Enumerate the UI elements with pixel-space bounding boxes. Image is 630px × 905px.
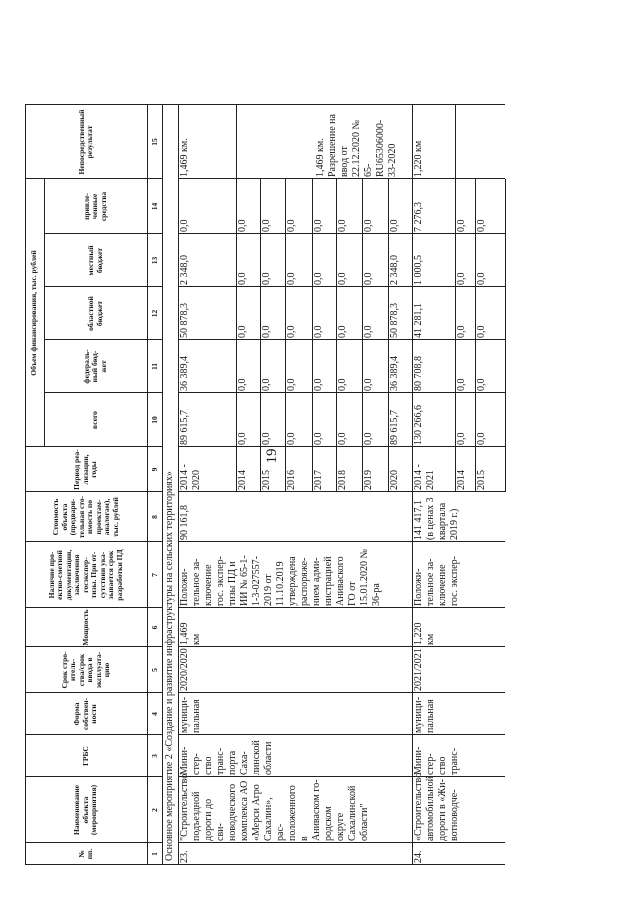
table-top-border — [25, 105, 26, 865]
local-amount: 2 348,0 — [389, 255, 400, 285]
column-number: 8 — [150, 515, 159, 519]
section-title: Основное мероприятие 2 «Создание и развитие инфраструктуры на сельских территориях» — [164, 471, 175, 861]
column-number: 14 — [150, 202, 159, 211]
column-number: 4 — [150, 712, 159, 716]
grid-line — [25, 776, 162, 777]
attracted-amount: 0,0 — [179, 219, 190, 232]
attracted-amount: 0,0 — [363, 219, 374, 232]
regional-amount: 0,0 — [456, 325, 467, 338]
grid-line — [178, 339, 505, 340]
period: 2018 — [337, 470, 348, 490]
grid-line — [25, 446, 162, 447]
period: 2015 — [476, 470, 487, 490]
grid-line — [44, 286, 162, 287]
total-amount: 89 615,7 — [389, 410, 400, 445]
local-amount: 0,0 — [261, 272, 272, 285]
regional-amount: 0,0 — [261, 325, 272, 338]
header-c4: Форма собствен- ности — [72, 697, 99, 731]
regional-amount: 0,0 — [286, 325, 297, 338]
grid-line — [178, 233, 505, 234]
column-number: 6 — [150, 625, 159, 630]
federal-amount: 0,0 — [261, 378, 272, 391]
grid-line — [162, 105, 163, 865]
attracted-amount: 0,0 — [313, 219, 324, 232]
regional-amount: 0,0 — [313, 325, 324, 338]
grid-line — [44, 339, 162, 340]
grid-line — [44, 233, 162, 234]
local-amount: 0,0 — [286, 272, 297, 285]
period: 2017 — [313, 470, 324, 490]
header-c7: Наличие про- ектно-сметной документации, заключения госэкспер- тизы. При от- сутствии ука- зывается срок разработки ПД — [46, 549, 124, 601]
grid-line — [25, 104, 505, 105]
attracted-amount: 0,0 — [337, 219, 348, 232]
column-number: 12 — [150, 309, 159, 318]
total-amount: 89 615,7 — [179, 410, 190, 445]
header-c3: ГРБС — [80, 746, 90, 766]
grid-line — [25, 864, 505, 865]
period: 2014 - 2020 — [179, 464, 202, 490]
column-number: 1 — [150, 852, 159, 856]
column-number: 11 — [150, 362, 159, 371]
object-name: "Строительство подъездной дороги до сви- новодческого комплекса АО «Мерси Агро Сахалин», рас- положенного в Аниваском го- родском округе Сахалинской области" — [179, 773, 370, 841]
grid-line — [178, 541, 505, 542]
total-amount: 0,0 — [363, 432, 374, 445]
grid-line — [505, 179, 506, 492]
construction-term: 2021/2021 — [413, 648, 424, 691]
period: 2020 — [389, 470, 400, 490]
ownership-form: муници- пальная — [179, 696, 202, 733]
federal-amount: 80 708,8 — [413, 356, 424, 391]
local-amount: 0,0 — [363, 272, 374, 285]
attracted-amount: 0,0 — [261, 219, 272, 232]
regional-amount: 0,0 — [363, 325, 374, 338]
period: 2014 — [456, 470, 467, 490]
direct-result: 1,220 км — [413, 140, 424, 177]
attracted-amount: 0,0 — [476, 219, 487, 232]
grid-line — [178, 392, 505, 393]
regional-amount: 0,0 — [337, 325, 348, 338]
grid-line — [178, 734, 505, 735]
header-c6: Мощность — [80, 609, 90, 646]
grid-line — [412, 105, 413, 865]
ownership-form: муници- пальная — [413, 696, 436, 733]
page-number: 19 — [264, 448, 280, 464]
period: 2016 — [286, 470, 297, 490]
capacity: 1,469 км — [179, 622, 202, 645]
federal-amount: 0,0 — [337, 378, 348, 391]
federal-amount: 0,0 — [456, 378, 467, 391]
header-c1: № пп. — [76, 848, 94, 860]
grid-line — [25, 692, 162, 693]
period: 2014 — [237, 470, 248, 490]
local-amount: 0,0 — [237, 272, 248, 285]
object-name: «Строительство автомобильной дороги в «Жи- вотноводче- — [413, 772, 460, 841]
local-amount: 0,0 — [313, 272, 324, 285]
direct-result: 1,469 км. — [179, 138, 190, 177]
total-amount: 0,0 — [313, 432, 324, 445]
header-c2: Наименование объекта (мероприятия) — [72, 784, 99, 836]
header-c12: областной бюджет — [86, 296, 104, 331]
total-amount: 130 266,6 — [413, 405, 424, 445]
header-c15: Непосредственный результат — [76, 109, 94, 175]
grid-line — [178, 446, 505, 447]
total-amount: 0,0 — [476, 432, 487, 445]
column-number: 13 — [150, 256, 159, 265]
row-number: 24. — [413, 850, 424, 863]
grid-line — [25, 646, 162, 647]
grid-line — [25, 178, 162, 179]
attracted-amount: 0,0 — [237, 219, 248, 232]
column-number: 9 — [150, 467, 159, 472]
attracted-amount: 0,0 — [286, 219, 297, 232]
header-c14: привле- ченные средства — [81, 191, 108, 222]
regional-amount: 50 878,3 — [389, 303, 400, 338]
grid-line — [455, 105, 456, 179]
documentation-status: Положи- тельное за- ключение гос. экспер- — [413, 556, 460, 606]
column-number: 15 — [150, 138, 159, 146]
attracted-amount: 0,0 — [456, 219, 467, 232]
grid-line — [44, 392, 162, 393]
federal-amount: 36 389,4 — [179, 356, 190, 391]
total-amount: 0,0 — [337, 432, 348, 445]
header-c5: Срок стро- итель- ства/срок ввода в эксплуата- цию — [59, 651, 111, 689]
column-number: 2 — [150, 808, 159, 812]
regional-amount: 0,0 — [237, 325, 248, 338]
column-number: 10 — [150, 416, 159, 424]
attracted-amount: 7 276,3 — [413, 202, 424, 232]
federal-amount: 0,0 — [313, 378, 324, 391]
object-cost: 141 417,1 (в ценах 3 квартала 2019 г.) — [413, 497, 460, 540]
grid-line — [178, 607, 505, 608]
federal-amount: 0,0 — [237, 378, 248, 391]
grid-line — [178, 776, 505, 777]
federal-amount: 36 389,4 — [389, 356, 400, 391]
regional-amount: 41 281,1 — [413, 303, 424, 338]
local-amount: 2 348,0 — [179, 255, 190, 285]
total-amount: 0,0 — [286, 432, 297, 445]
total-amount: 0,0 — [261, 432, 272, 445]
object-cost: 90 161,8 — [179, 505, 190, 540]
grid-line — [178, 842, 505, 843]
header-c9: Период реа- лизации, годы — [72, 449, 99, 490]
grbs: Мини- стер- ство транс- — [413, 746, 460, 775]
grid-line — [178, 286, 505, 287]
grid-line — [178, 692, 505, 693]
local-amount: 1 000,5 — [413, 255, 424, 285]
construction-term: 2020/2020 — [179, 648, 190, 691]
grid-line — [236, 105, 237, 179]
header-financing-group: Объем финансирования, тыс. рублей — [29, 250, 39, 376]
grid-line — [44, 179, 45, 447]
grid-line — [25, 734, 162, 735]
regional-amount: 0,0 — [476, 325, 487, 338]
grid-line — [178, 105, 179, 865]
total-amount: 0,0 — [237, 432, 248, 445]
header-c13: местный бюджет — [86, 245, 104, 276]
header-c8: Стоимость объекта (предвари- тельная сто- имость по проектам- аналогам), тыс. рублей — [51, 495, 120, 539]
federal-amount: 0,0 — [286, 378, 297, 391]
column-number: 7 — [150, 573, 159, 577]
period: 2019 — [363, 470, 374, 490]
row-number: 23. — [179, 850, 190, 863]
grid-line — [25, 541, 162, 542]
grid-line — [25, 607, 162, 608]
federal-amount: 0,0 — [476, 378, 487, 391]
grid-line — [178, 491, 505, 492]
period: 2015 — [261, 470, 272, 490]
grbs: Мини- стер- ство транс- порта Саха- линской области — [179, 740, 274, 775]
local-amount: 0,0 — [337, 272, 348, 285]
column-number: 5 — [150, 668, 159, 672]
direct-result-detail: 1,469 км. Разрешение на ввод от 22.12.2020 № 65-RU65306000- 33-2020 — [315, 114, 398, 177]
local-amount: 0,0 — [456, 272, 467, 285]
header-c10: всего — [90, 411, 100, 429]
column-number: 3 — [150, 754, 159, 758]
local-amount: 0,0 — [476, 272, 487, 285]
grid-line — [25, 842, 162, 843]
total-amount: 0,0 — [456, 432, 467, 445]
grid-line — [178, 646, 505, 647]
grid-line — [25, 491, 162, 492]
attracted-amount: 0,0 — [389, 219, 400, 232]
grid-line — [147, 105, 148, 865]
header-c11: федераль- ный бюд- жет — [81, 349, 108, 384]
period: 2014 - 2021 — [413, 464, 436, 490]
regional-amount: 50 878,3 — [179, 303, 190, 338]
grid-line — [178, 178, 505, 179]
federal-amount: 0,0 — [363, 378, 374, 391]
capacity: 1,220 км — [413, 622, 436, 645]
documentation-status: Положи- тельное за- ключение гос. экспер- тизы ПД и ИИ № 65-1- 1-3-027557- 2019 от 11.10.2019 утверждена распоряже- нием адми- нистрацией Аниваского ГО от 15.01.2020 № 36-ра — [179, 548, 382, 606]
